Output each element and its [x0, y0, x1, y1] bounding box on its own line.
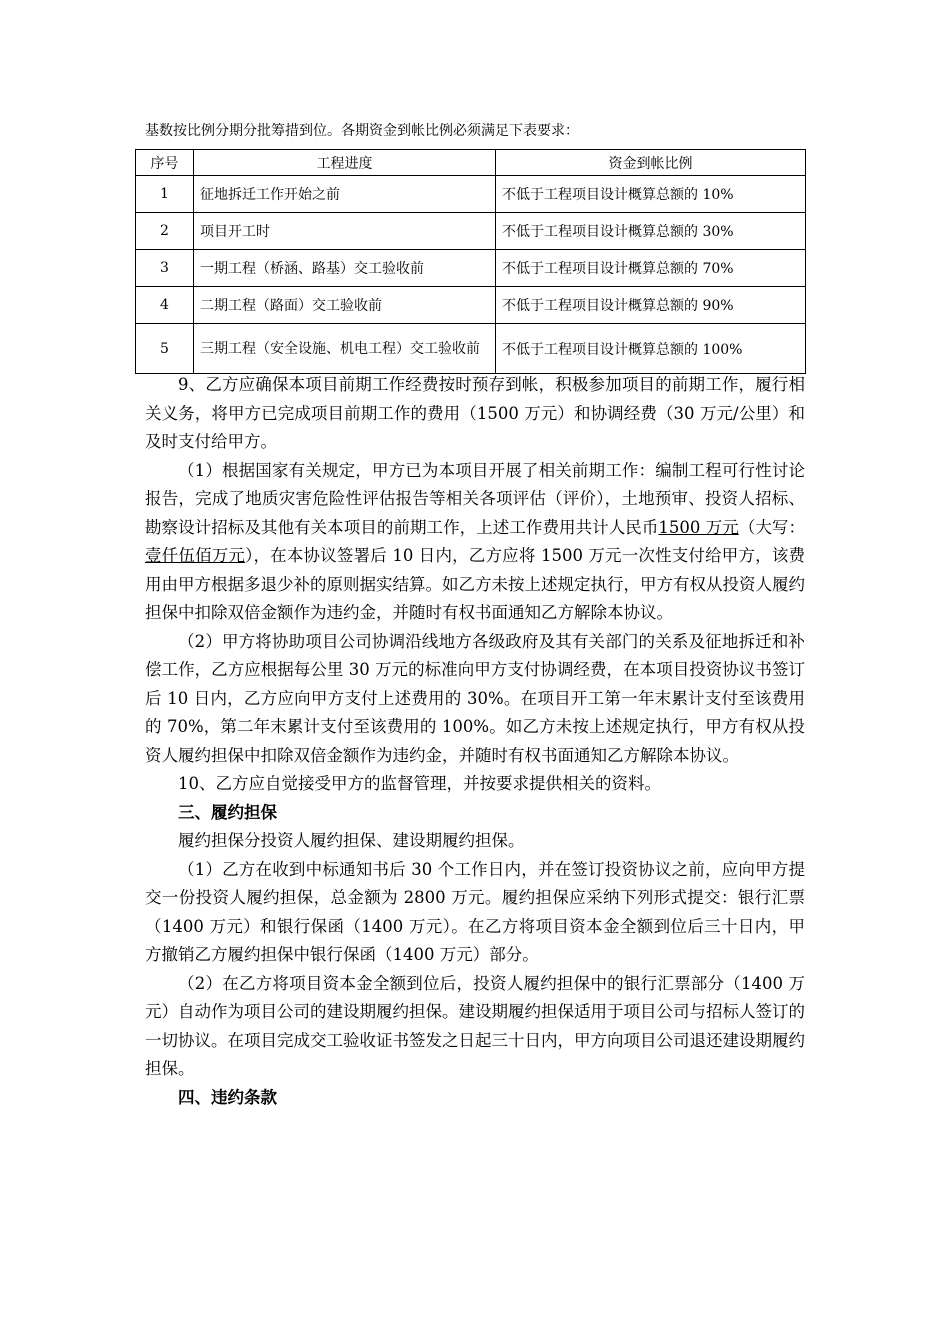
row-no: 1 [136, 176, 194, 213]
document-body [145, 371, 805, 1112]
guarantee-clause-1: （1）乙方在收到中标通知书后 30 个工作日内，并在签订投资协议之前，应向甲方提交一份投资人履约担保，总金额为 2800 万元。履约担保应采纳下列形式提交：银行汇票（1400 万元）和银行保函（1400 万元）。在乙方将项目资本金全额到位后三十日内，甲方撤销乙方履约担保中银行保函（1400 万元）部分。 [145, 859, 805, 964]
row-no: 3 [136, 250, 194, 287]
table-row [136, 324, 806, 374]
intro-text: 基数按比例分期分批筹措到位。各期资金到帐比例必须满足下表要求： [145, 123, 579, 139]
clause-9-1-text-c: ），在本协议签署后 10 日内，乙方应将 1500 万元一次性支付给甲方，该费用由甲方根据多退少补的原则据实结算。如乙方未按上述规定执行，甲方有权从投资人履约担保中扣除双倍金额作为违约金，并随时有权书面通知乙方解除本协议。 [145, 546, 806, 622]
clause-9-1-text-a: （1）根据国家有关规定，甲方已为本项目开展了相关前期工作：编制工程可行性讨论报告，完成了地质灾害危险性评估报告等相关各项评估（评价），土地预审、投资人招标、勘察设计招标及其他有关本项目的前期工作，上述工作费用共计人民币 [145, 460, 805, 537]
row-ratio: 不低于工程项目设计概算总额的 10% [496, 176, 806, 213]
row-no: 4 [136, 287, 194, 324]
row-stage: 项目开工时 [194, 213, 496, 250]
row-stage: 一期工程（桥涵、路基）交工验收前 [194, 250, 496, 287]
funding-schedule-table [135, 149, 806, 374]
table-row [136, 287, 806, 324]
table-row [136, 250, 806, 287]
row-no: 5 [136, 324, 194, 374]
clause-9: 9、乙方应确保本项目前期工作经费按时预存到帐，积极参加项目的前期工作，履行相关义务，将甲方已完成项目前期工作的费用（1500 万元）和协调经费（30 万元/公里）和及时支付给甲方。 [145, 375, 805, 451]
clause-10: 10、乙方应自觉接受甲方的监督管理，并按要求提供相关的资料。 [178, 774, 661, 793]
row-ratio: 不低于工程项目设计概算总额的 70% [496, 250, 806, 287]
row-ratio: 不低于工程项目设计概算总额的 30% [496, 213, 806, 250]
section-heading-guarantee: 三、履约担保 [178, 802, 277, 822]
guarantee-intro: 履约担保分投资人履约担保、建设期履约担保。 [178, 831, 525, 850]
row-no: 2 [136, 213, 194, 250]
section-heading-breach: 四、违约条款 [178, 1087, 277, 1107]
row-ratio: 不低于工程项目设计概算总额的 100% [496, 324, 806, 374]
header-no: 序号 [136, 150, 194, 176]
guarantee-clause-2: （2）在乙方将项目资本金全额到位后，投资人履约担保中的银行汇票部分（1400 万元）自动作为项目公司的建设期履约担保。建设期履约担保适用于项目公司与招标人签订的一切协议。在项目完成交工验收证书签发之日起三十日内，甲方向项目公司退还建设期履约担保。 [145, 973, 805, 1078]
row-stage: 三期工程（安全设施、机电工程）交工验收前 [194, 324, 496, 374]
fee-amount-words: 壹仟伍佰万元 [145, 546, 246, 565]
clause-9-2: （2）甲方将协助项目公司协调沿线地方各级政府及其有关部门的关系及征地拆迁和补偿工作，乙方应根据每公里 30 万元的标准向甲方支付协调经费，在本项目投资协议书签订后 10 日内，乙方应向甲方支付上述费用的 30%。在项目开工第一年末累计支付至该费用的 70%，第二年末累计支付至该费用的 100%。如乙方未按上述规定执行，甲方有权从投资人履约担保中扣除双倍金额作为违约金，并随时有权书面通知乙方解除本协议。 [145, 631, 805, 765]
header-ratio: 资金到帐比例 [496, 150, 806, 176]
row-stage: 二期工程（路面）交工验收前 [194, 287, 496, 324]
header-stage: 工程进度 [194, 150, 496, 176]
clause-9-1-text-b: （大写： [738, 517, 805, 537]
table-row [136, 213, 806, 250]
table-row [136, 176, 806, 213]
table-header-row [136, 150, 806, 176]
fee-amount: 1500 万元 [658, 517, 739, 537]
clause-9-1 [145, 457, 805, 628]
row-stage: 征地拆迁工作开始之前 [194, 176, 496, 213]
row-ratio: 不低于工程项目设计概算总额的 90% [496, 287, 806, 324]
